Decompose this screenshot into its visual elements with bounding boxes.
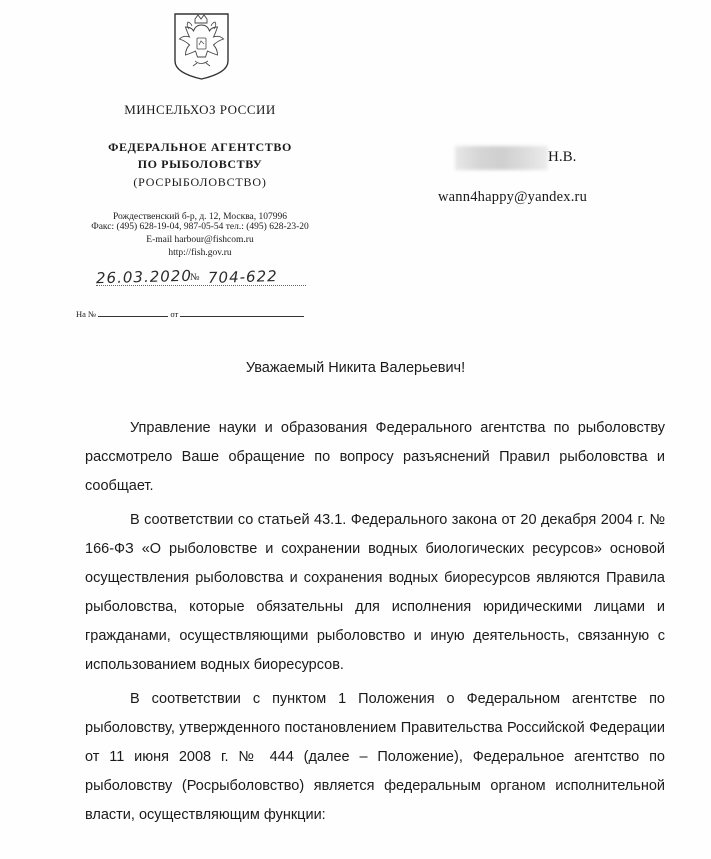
agency-name-line1: ФЕДЕРАЛЬНОЕ АГЕНТСТВО [108, 140, 292, 154]
agency-name-line2: ПО РЫБОЛОВСТВУ [137, 157, 263, 171]
paragraph: В соответствии с пунктом 1 Положения о Федеральном агентстве по рыболовству, утвержденного постановлением Правительства Российской Федерации от 11 июня 2008 г. № 444 (далее – Положение), Федеральное агентство по рыболовству (Росрыболовство) является федеральным органом исполнительной власти, осуществляющим функции: [85, 691, 665, 823]
ministry-name: МИНСЕЛЬХОЗ РОССИИ [124, 102, 276, 117]
registration-date: 26.03.2020 [95, 266, 193, 288]
reference-number-label: На № [76, 309, 97, 319]
recipient-initials: Н.В. [548, 149, 577, 165]
salutation: Уважаемый Никита Валерьевич! [245, 360, 466, 376]
agency-address: Рождественский б-р, д. 12, Москва, 107996 [112, 212, 288, 222]
paragraph: Управление науки и образования Федерального агентства по рыболовству рассмотрело Ваше обращение по вопросу разъяснений Правил рыболовства и сообщает. [85, 420, 665, 494]
redacted-surname [455, 146, 548, 170]
letter-body [85, 414, 665, 835]
reference-line [76, 307, 304, 319]
recipient-email: wann4happy@yandex.ru [438, 189, 588, 205]
reference-date-blank [180, 307, 304, 317]
reference-date-label: от [170, 309, 179, 319]
agency-email: E-mail harbour@fishcom.ru [146, 235, 254, 245]
registration-line [96, 268, 306, 290]
agency-phones: Факс: (495) 628-19-04, 987-05-54 тел.: (495) 628-23-20 [91, 222, 309, 232]
agency-short-name: (РОСРЫБОЛОВСТВО) [133, 175, 267, 189]
coat-of-arms-icon [171, 11, 232, 81]
agency-website: http://fish.gov.ru [168, 248, 232, 258]
registration-number: 704-622 [207, 267, 278, 287]
reference-number-blank [98, 307, 168, 317]
paragraph: В соответствии со статьей 43.1. Федерального закона от 20 декабря 2004 г. № 166-ФЗ «О рыболовстве и сохранении водных биологических ресурсов» основой осуществления рыболовства и сохранения водных биоресурсов являются Правила рыболовства, которые обязательны для исполнения юридическими лицами и гражданами, осуществляющими рыболовство и иную деятельность, связанную с использованием водных биоресурсов. [85, 512, 665, 673]
registration-number-label: № [190, 272, 201, 283]
